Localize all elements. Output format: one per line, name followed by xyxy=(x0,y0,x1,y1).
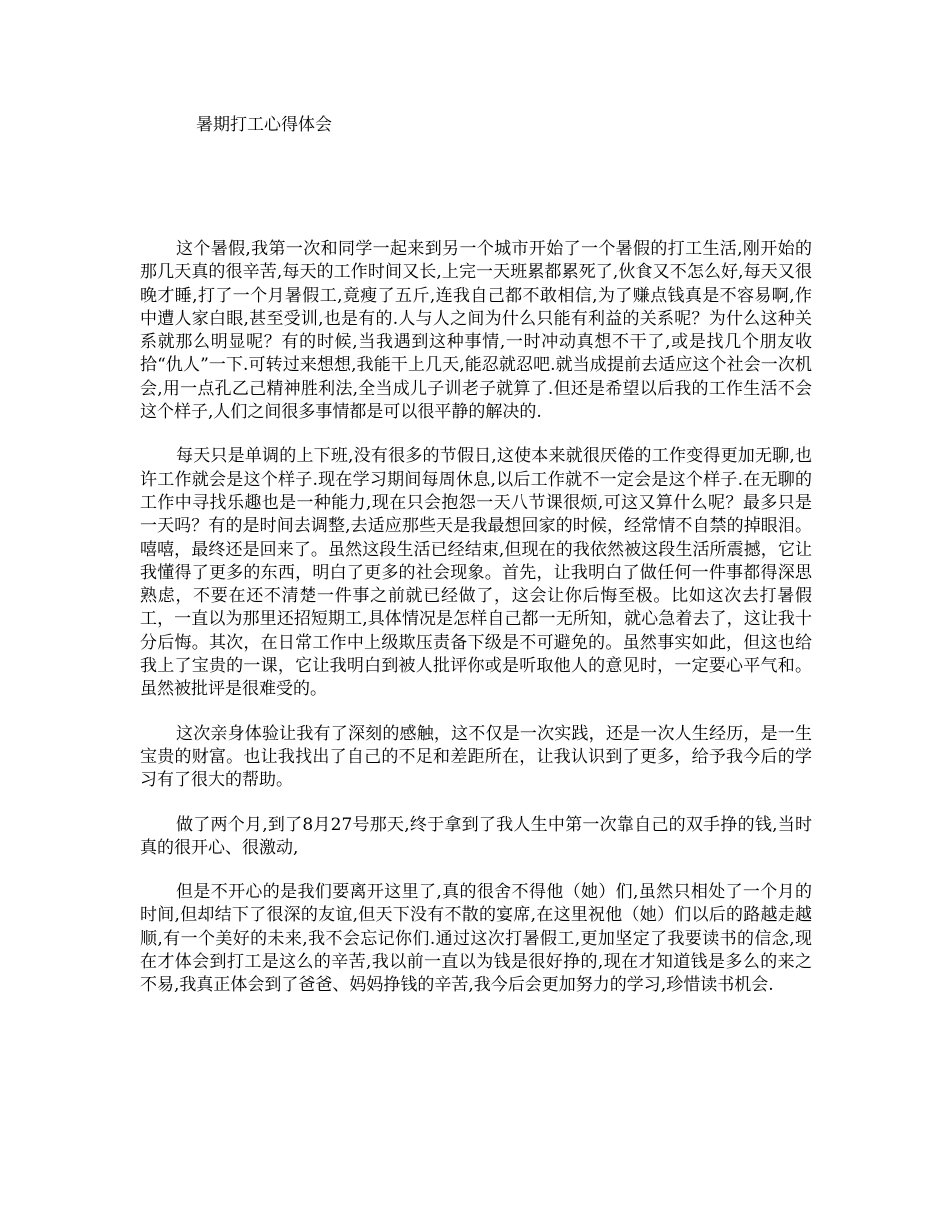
document-title: 暑期打工心得体会 xyxy=(196,115,332,135)
document-body xyxy=(140,238,812,998)
body-paragraph-4: 做了两个月,到了8月27号那天,终于拿到了我人生中第一次靠自己的双手挣的钱,当时真的很开心、很激动, xyxy=(140,814,812,858)
body-paragraph-5: 但是不开心的是我们要离开这里了,真的很舍不得他（她）们,虽然只相处了一个月的时间,但却结下了很深的友谊,但天下没有不散的宴席,在这里祝他（她）们以后的路越走越顺,有一个美好的未来,我不会忘记你们.通过这次打暑假工,更加坚定了我要读书的信念,现在才体会到打工是这么的辛苦,我以前一直以为钱是很好挣的,现在才知道钱是多么的来之不易,我真正体会到了爸爸、妈妈挣钱的辛苦,我今后会更加努力的学习,珍惜读书机会. xyxy=(140,882,812,996)
body-paragraph-3: 这次亲身体验让我有了深刻的感触，这不仅是一次实践，还是一次人生经历，是一生宝贵的财富。也让我找出了自己的不足和差距所在，让我认识到了更多，给予我今后的学习有了很大的帮助。 xyxy=(140,723,812,791)
body-paragraph-1: 这个暑假,我第一次和同学一起来到另一个城市开始了一个暑假的打工生活,刚开始的那几天真的很辛苦,每天的工作时间又长,上完一天班累都累死了,伙食又不怎么好,每天又很晚才睡,打了一个月暑假工,竟瘦了五斤,连我自己都不敢相信,为了赚点钱真是不容易啊,作中遭人家白眼,甚至受训,也是有的.人与人之间为什么只能有利益的关系呢？为什么这种关系就那么明显呢？有的时候,当我遇到这种事情,一时冲动真想不干了,或是找几个朋友收拾“仇人”一下.可转过来想想,我能干上几天,能忍就忍吧.就当成提前去适应这个社会一次机会,用一点孔乙己精神胜利法,全当成儿子训老子就算了.但还是希望以后我的工作生活不会这个样子,人们之间很多事情都是可以很平静的解决的. xyxy=(140,239,812,423)
body-paragraph-2: 每天只是单调的上下班,没有很多的节假日,这使本来就很厌倦的工作变得更加无聊,也许工作就会是这个样子.现在学习期间每周休息,以后工作就不一定会是这个样子.在无聊的工作中寻找乐趣也是一种能力,现在只会抱怨一天八节课很烦,可这又算什么呢？最多只是一天吗？有的是时间去调整,去适应那些天是我最想回家的时候，经常情不自禁的掉眼泪。嘻嘻，最终还是回来了。虽然这段生活已经结束,但现在的我依然被这段生活所震撼，它让我懂得了更多的东西，明白了更多的社会现象。首先，让我明白了做任何一件事都得深思熟虑，不要在还不清楚一件事之前就已经做了，这会让你后悔至极。比如这次去打暑假工，一直以为那里还招短期工,具体情况是怎样自己都一无所知，就心急着去了，这让我十分后悔。其次，在日常工作中上级欺压责备下级是不可避免的。虽然事实如此，但这也给我上了宝贵的一课，它让我明白到被人批评你或是听取他人的意见时，一定要心平气和。虽然被批评是很难受的。 xyxy=(140,446,812,700)
